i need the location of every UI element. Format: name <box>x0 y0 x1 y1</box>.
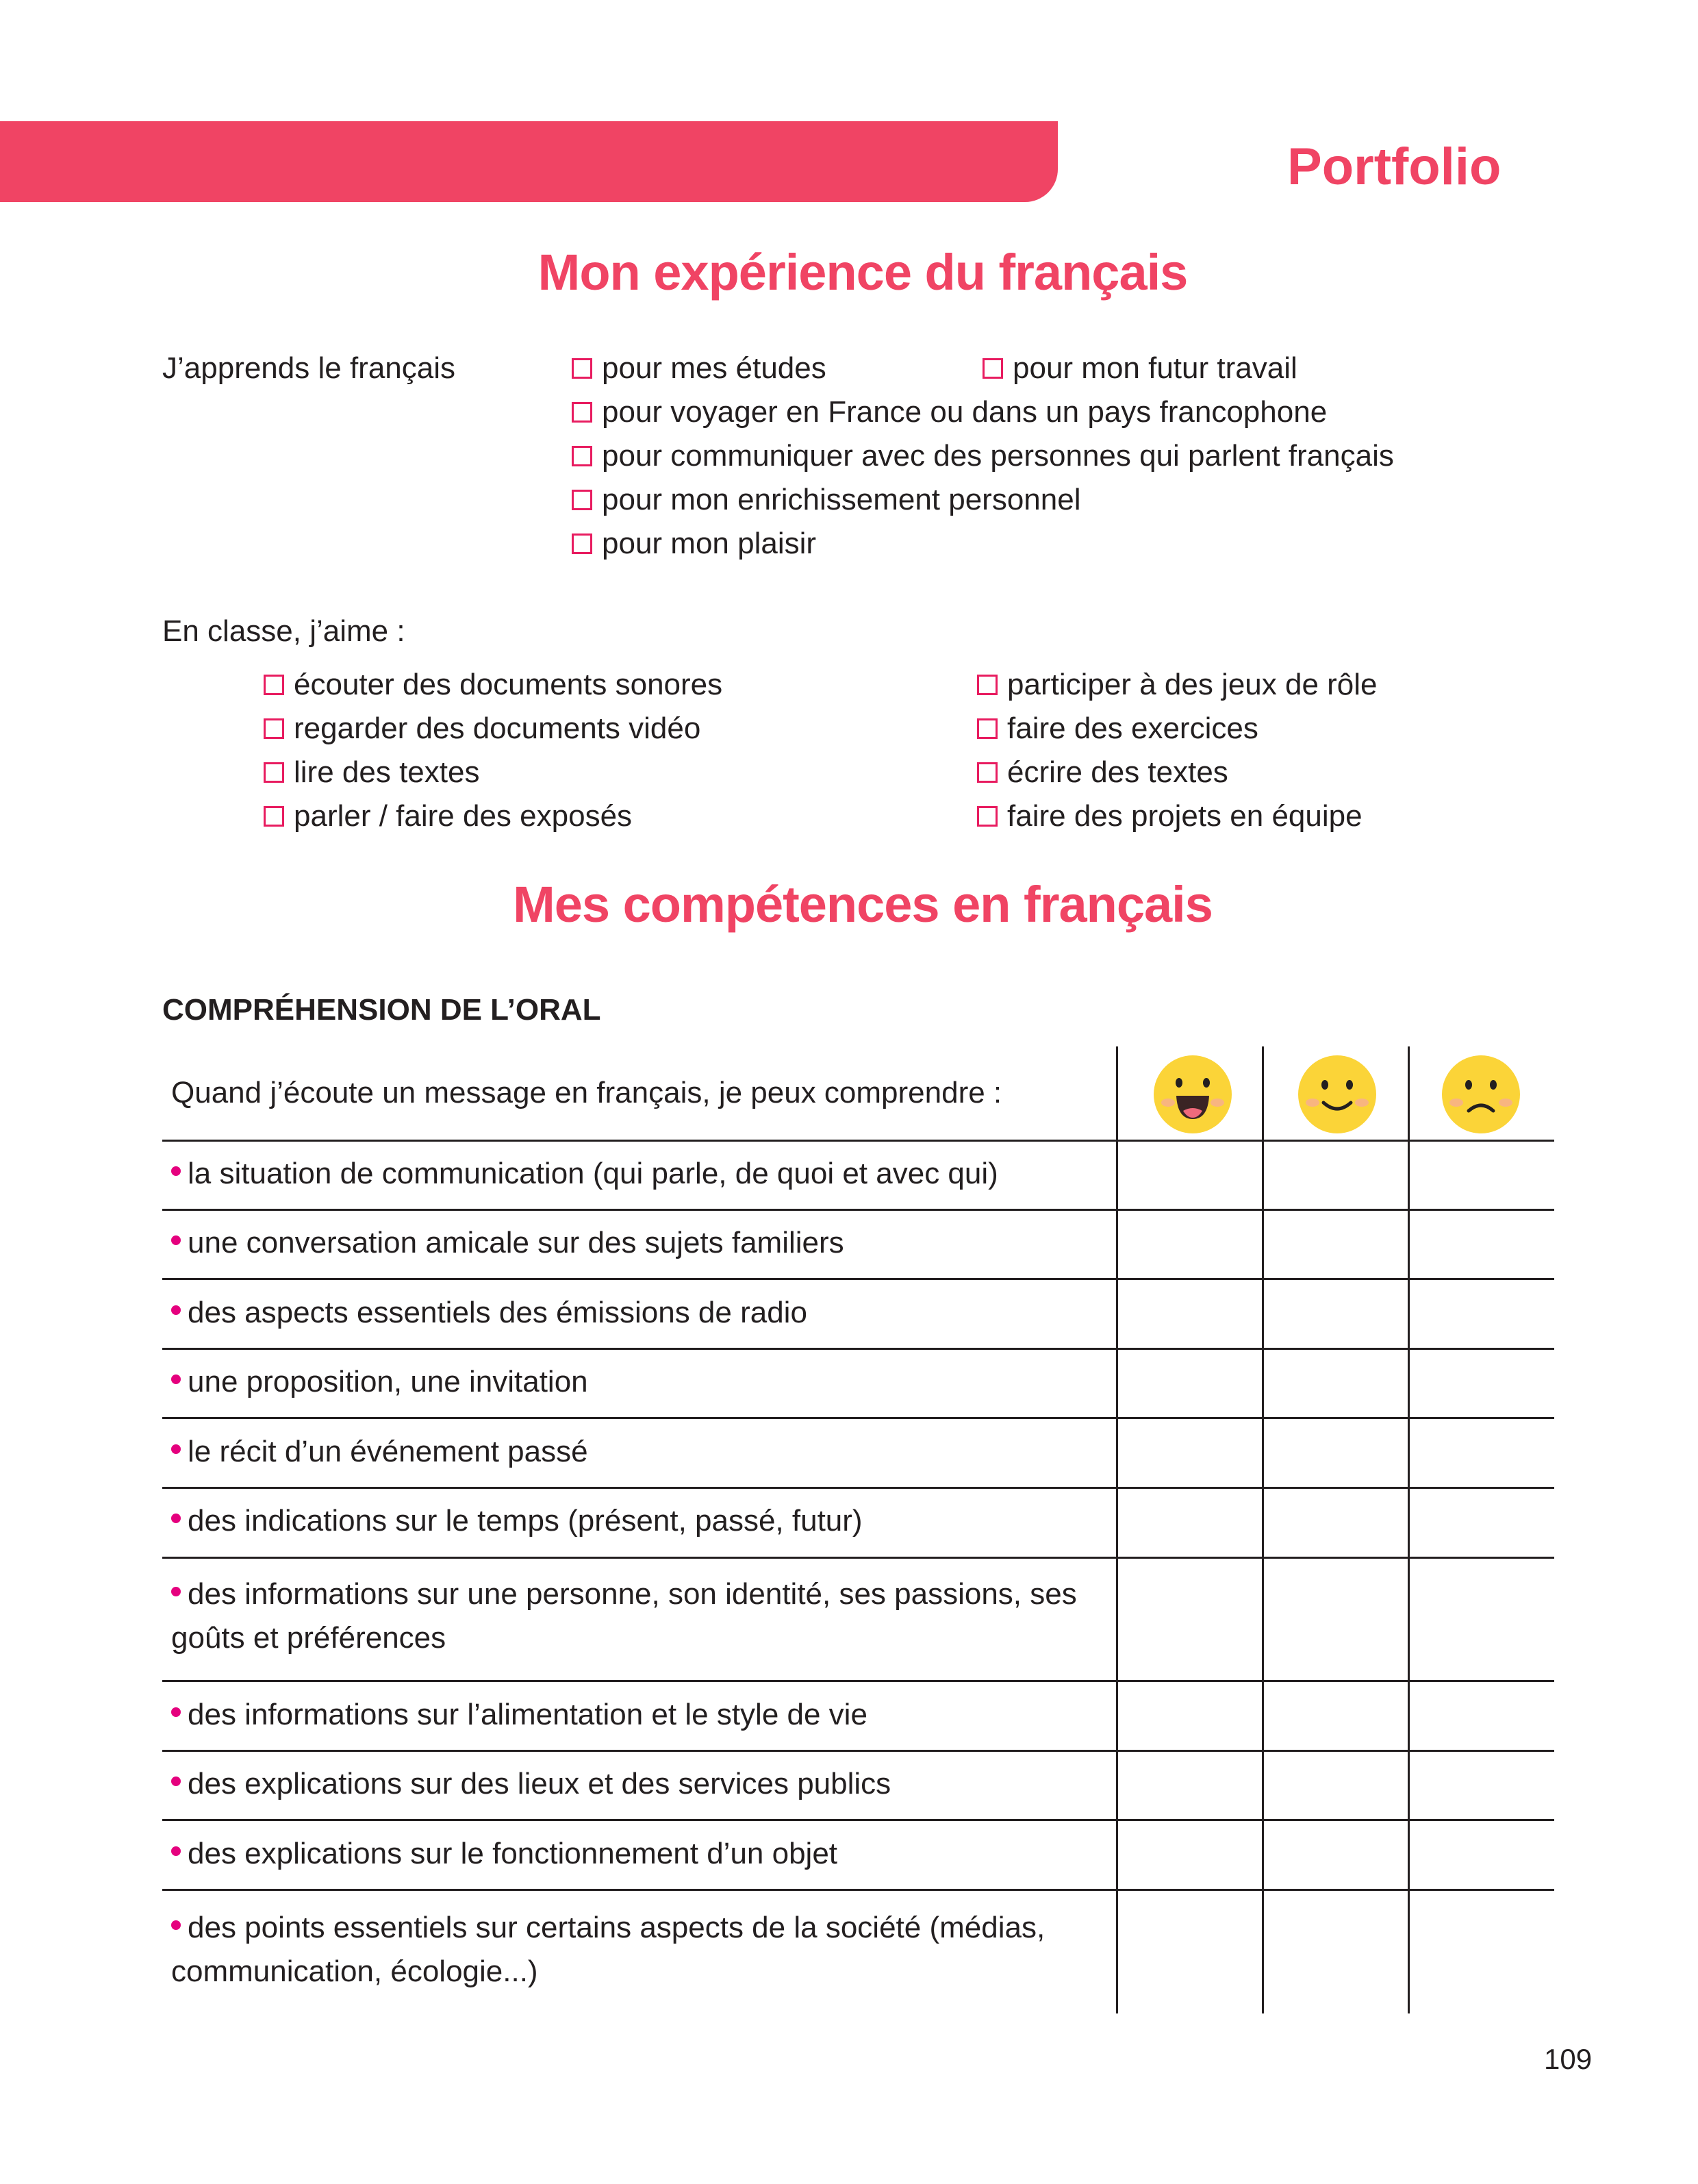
column-divider <box>1116 1046 1118 2013</box>
bullet-icon <box>171 1444 181 1454</box>
checkbox[interactable] <box>572 358 592 379</box>
row-divider <box>162 1140 1554 1142</box>
portfolio-title: Portfolio <box>1287 138 1501 196</box>
bullet-icon <box>171 1707 181 1717</box>
option-enrichissement[interactable]: pour mon enrichissement personnel <box>572 483 1081 517</box>
checkbox[interactable] <box>572 490 592 510</box>
table-row: des informations sur une personne, son identité, ses passions, ses goûts et préférences <box>171 1577 1077 1655</box>
bullet-icon <box>171 1375 181 1384</box>
class-option-projets[interactable]: faire des projets en équipe <box>977 799 1363 833</box>
bullet-icon <box>171 1777 181 1786</box>
checkbox[interactable] <box>977 762 998 783</box>
bullet-icon <box>171 1846 181 1856</box>
checkbox[interactable] <box>264 762 284 783</box>
class-option-lire[interactable]: lire des textes <box>264 755 479 790</box>
table-row: la situation de communication (qui parle, de quoi et avec qui) <box>171 1152 1102 1196</box>
bullet-icon <box>171 1166 181 1176</box>
option-communiquer[interactable]: pour communiquer avec des personnes qui parlent français <box>572 439 1394 473</box>
table-row: des explications sur le fonctionnement d’un objet <box>171 1832 1102 1876</box>
bullet-icon <box>171 1587 181 1596</box>
option-voyager[interactable]: pour voyager en France ou dans un pays francophone <box>572 395 1327 429</box>
big-smile-emoji-icon <box>1152 1053 1234 1135</box>
table-row: des indications sur le temps (présent, passé, futur) <box>171 1499 1102 1543</box>
row-divider <box>162 1750 1554 1752</box>
table-row: une proposition, une invitation <box>171 1360 1102 1404</box>
row-divider <box>162 1889 1554 1891</box>
checkbox[interactable] <box>572 534 592 554</box>
skills-title: Mes compétences en français <box>513 876 1213 933</box>
class-option-exercices[interactable]: faire des exercices <box>977 712 1258 746</box>
row-divider <box>162 1278 1554 1280</box>
checkbox[interactable] <box>572 446 592 466</box>
section-heading: COMPRÉHENSION DE L’ORAL <box>162 993 601 1027</box>
learn-label: J’apprends le français <box>162 351 456 385</box>
row-divider <box>162 1417 1554 1419</box>
class-option-regarder[interactable]: regarder des documents vidéo <box>264 712 700 746</box>
class-option-ecrire[interactable]: écrire des textes <box>977 755 1228 790</box>
table-row: une conversation amicale sur des sujets familiers <box>171 1221 1102 1265</box>
experience-title: Mon expérience du français <box>537 244 1188 301</box>
class-option-ecouter[interactable]: écouter des documents sonores <box>264 668 722 702</box>
checkbox[interactable] <box>264 806 284 827</box>
row-divider <box>162 1348 1554 1350</box>
checkbox[interactable] <box>572 402 592 423</box>
table-row: des explications sur des lieux et des services publics <box>171 1762 1102 1806</box>
class-option-parler[interactable]: parler / faire des exposés <box>264 799 632 833</box>
class-option-jeux-role[interactable]: participer à des jeux de rôle <box>977 668 1378 702</box>
checkbox[interactable] <box>977 675 998 695</box>
checkbox[interactable] <box>264 675 284 695</box>
checkbox[interactable] <box>977 806 998 827</box>
bullet-icon <box>171 1514 181 1523</box>
table-question: Quand j’écoute un message en français, je peux comprendre : <box>171 1076 1002 1109</box>
row-divider <box>162 1487 1554 1489</box>
option-etudes[interactable]: pour mes études <box>572 351 826 386</box>
table-row: des informations sur l’alimentation et le style de vie <box>171 1693 1102 1737</box>
checkbox[interactable] <box>264 718 284 739</box>
row-divider <box>162 1819 1554 1821</box>
bullet-icon <box>171 1305 181 1315</box>
class-label: En classe, j’aime : <box>162 614 405 648</box>
row-divider <box>162 1680 1554 1682</box>
table-row: des points essentiels sur certains aspects de la société (médias, communication, écologie...) <box>171 1911 1046 1988</box>
option-plaisir[interactable]: pour mon plaisir <box>572 527 816 561</box>
smile-emoji-icon <box>1296 1053 1378 1135</box>
bullet-icon <box>171 1920 181 1930</box>
frown-emoji-icon <box>1440 1053 1522 1135</box>
column-divider <box>1262 1046 1264 2013</box>
row-divider <box>162 1209 1554 1211</box>
checkbox[interactable] <box>977 718 998 739</box>
bullet-icon <box>171 1235 181 1245</box>
header-band <box>0 121 1058 202</box>
checkbox[interactable] <box>983 358 1003 379</box>
page-number: 109 <box>1544 2043 1593 2075</box>
row-divider <box>162 1557 1554 1559</box>
table-row: des aspects essentiels des émissions de radio <box>171 1291 1102 1335</box>
column-divider <box>1408 1046 1410 2013</box>
option-futur-travail[interactable]: pour mon futur travail <box>983 351 1297 386</box>
table-row: le récit d’un événement passé <box>171 1430 1102 1474</box>
